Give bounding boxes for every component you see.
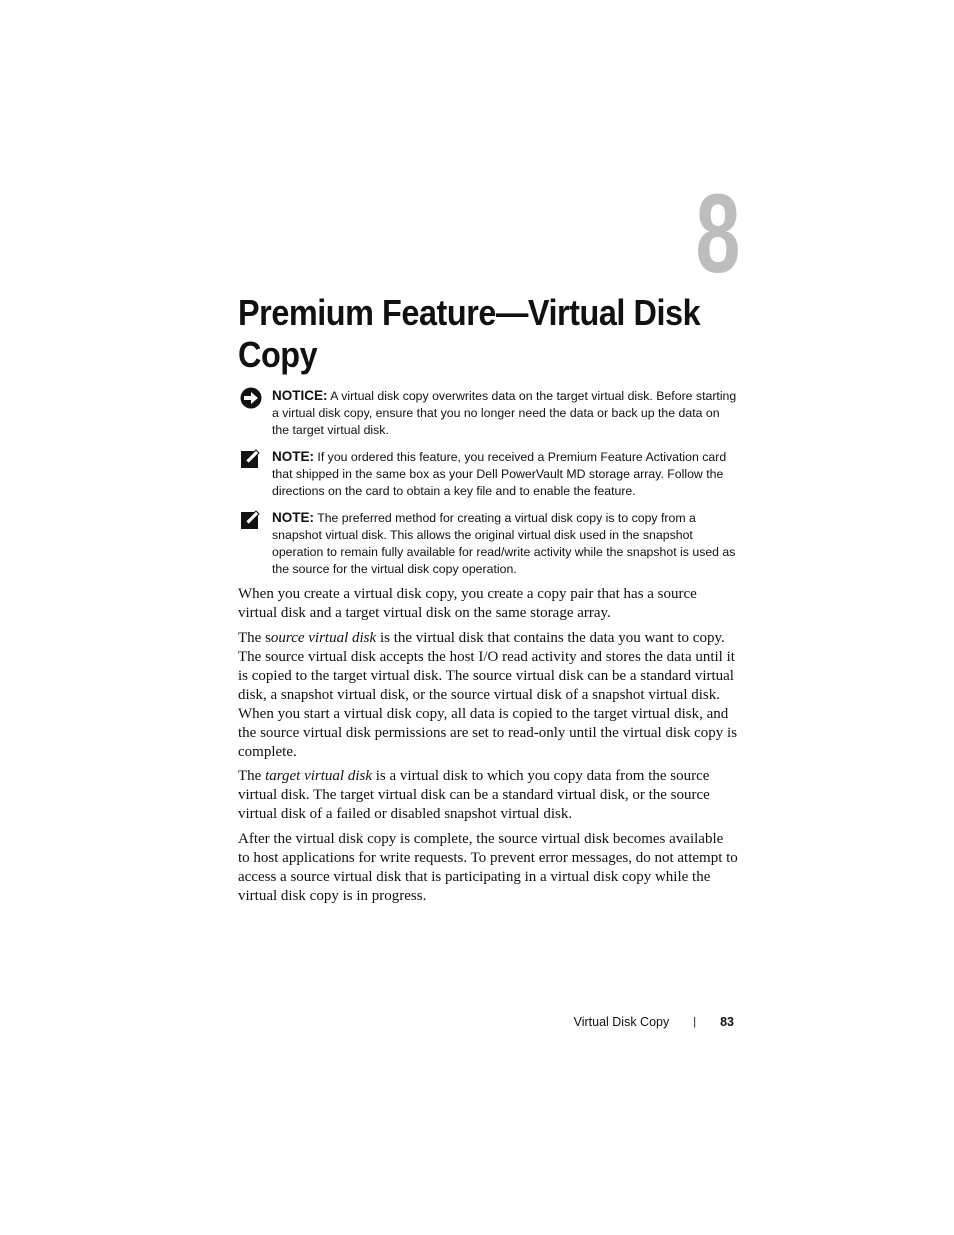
pencil-note-icon [240, 509, 262, 531]
notice-arrow-icon [240, 387, 262, 409]
term-target-virtual-disk: target virtual disk [265, 768, 373, 784]
notice-text: A virtual disk copy overwrites data on the target virtual disk. Before starting a virtual disk copy, ensure that you no longer need the data or back up the data on the target virtual disk. [272, 389, 737, 437]
note-text-1: If you ordered this feature, you received a Premium Feature Activation card that shipped in the same box as your Dell PowerVault MD storage array. Follow the directions on the card to obtain a key file and to enable the feature. [272, 450, 727, 498]
page-number: 83 [720, 1015, 734, 1029]
term-source-virtual-disk: ource virtual disk [270, 629, 377, 646]
paragraph-2-rest: is the virtual disk that contains the data you want to copy. The source virtual disk accepts the host I/O read activity and stores the data until it is copied to the target virtual disk. The source virtual disk can be a standard virtual disk, a snapshot virtual disk, or the source virtual disk of a snapshot virtual disk. When you start a virtual disk copy, all data is copied to the target virtual disk, and the source virtual disk permissions are set to read-only until the virtual disk copy is complete. [238, 629, 738, 760]
paragraph-2 [238, 629, 738, 762]
pencil-note-icon [240, 448, 262, 470]
chapter-number: 8 [695, 171, 740, 296]
paragraph-4: After the virtual disk copy is complete, the source virtual disk becomes available to host applications for write requests. To prevent error messages, do not attempt to access a source virtual disk that is participating in a virtual disk copy while the virtual disk copy is in progress. [238, 830, 738, 904]
chapter-title: Premium Feature—Virtual Disk Copy [238, 292, 701, 375]
page-footer [574, 1015, 734, 1029]
note-label-2: NOTE: [272, 510, 314, 525]
note-callout-1 [238, 448, 738, 500]
footer-section-title: Virtual Disk Copy [573, 1015, 670, 1029]
note-label-1: NOTE: [272, 449, 314, 464]
paragraph-3 [238, 767, 738, 824]
body-text [238, 585, 738, 911]
note-callout-2 [238, 509, 738, 578]
note-text-2: The preferred method for creating a virtual disk copy is to copy from a snapshot virtual disk. This allows the original virtual disk used in the snapshot operation to remain fully available for read/write activity while the snapshot is used as the source for the virtual disk copy operation. [272, 511, 736, 576]
notice-label: NOTICE: [272, 388, 328, 403]
paragraph-3-rest: is a virtual disk to which you copy data from the source virtual disk. The target virtual disk can be a standard virtual disk, or the source virtual disk of a failed or disabled snapshot virtual disk. [238, 768, 710, 822]
notice-callout [238, 387, 738, 439]
paragraph-1: When you create a virtual disk copy, you create a copy pair that has a source virtual disk and a target virtual disk on the same storage array. [238, 586, 697, 621]
paragraph-3-start: The [238, 768, 266, 784]
paragraph-2-start: The s [238, 629, 271, 646]
footer-separator: | [693, 1016, 697, 1028]
